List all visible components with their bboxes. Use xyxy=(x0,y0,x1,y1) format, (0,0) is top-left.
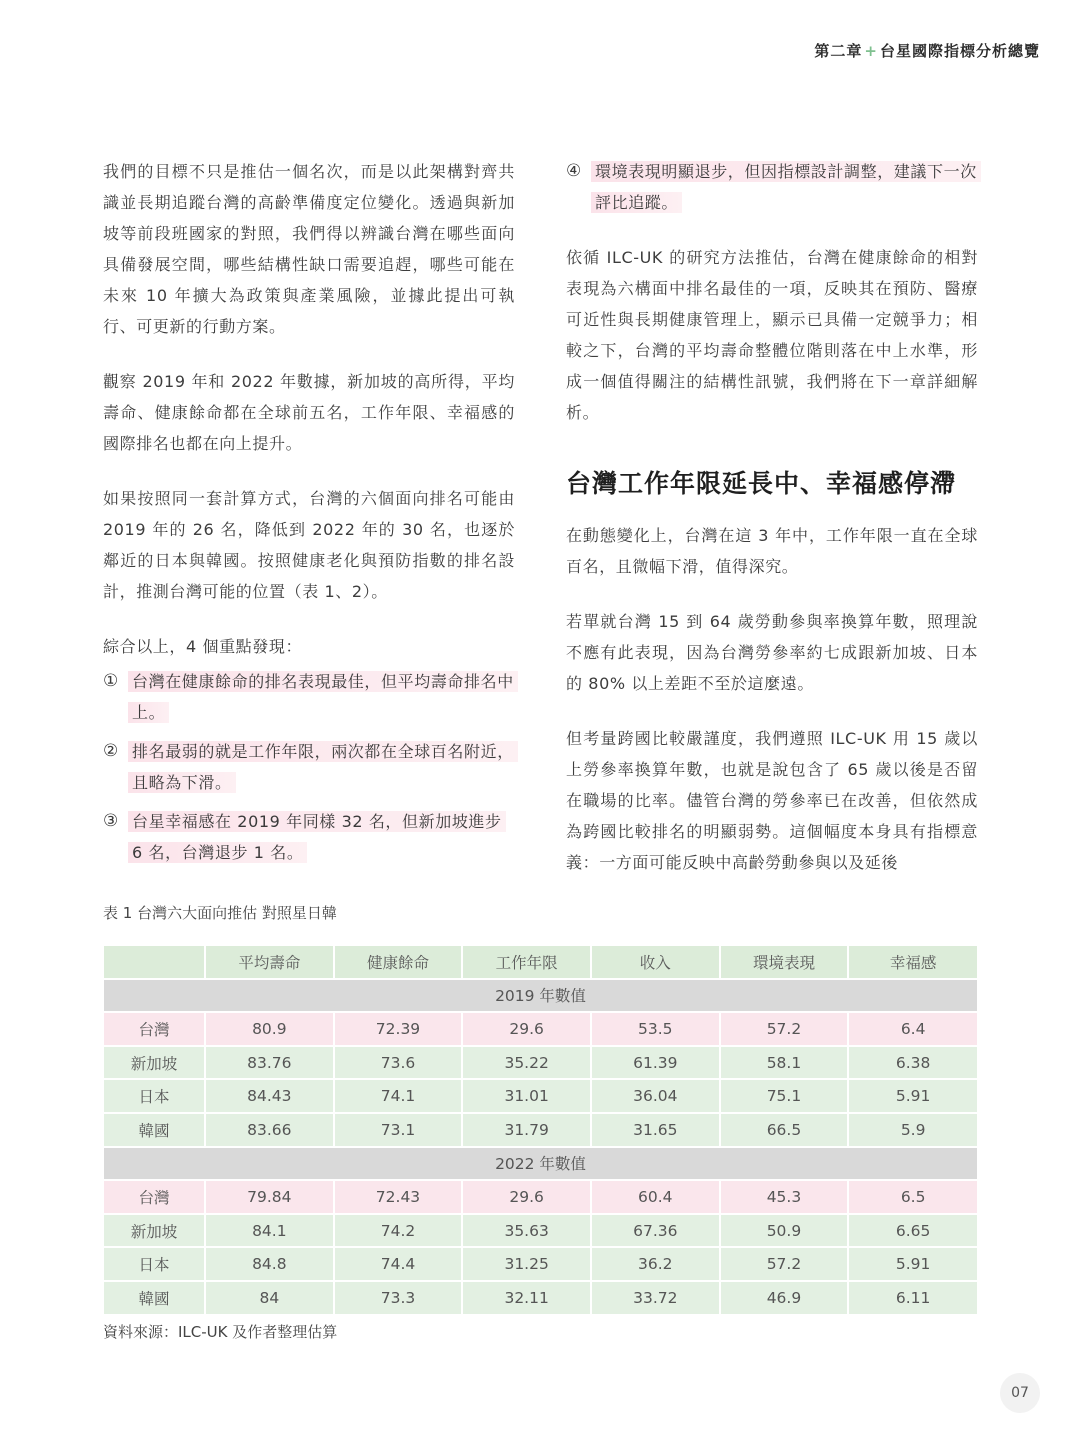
value-cell: 6.65 xyxy=(848,1214,977,1248)
country-cell: 韓國 xyxy=(104,1113,205,1147)
column-header: 環境表現 xyxy=(720,946,849,979)
value-cell: 72.39 xyxy=(334,1012,463,1046)
value-cell: 6.5 xyxy=(848,1180,977,1214)
finding-item xyxy=(103,736,515,798)
value-cell: 80.9 xyxy=(205,1012,334,1046)
paragraph: 我們的目標不只是推估一個名次，而是以此架構對齊共識並長期追蹤台灣的高齡準備度定位變化。透過與新加坡等前段班國家的對照，我們得以辨識台灣在哪些面向具備發展空間，哪些結構性缺口需要追趕，哪些可能在未來 10 年擴大為政策與產業風險，並據此提出可執行、可更新的行動方案。 xyxy=(103,162,515,336)
finding-item xyxy=(566,156,978,218)
country-cell: 新加坡 xyxy=(104,1214,205,1248)
value-cell: 45.3 xyxy=(720,1180,849,1214)
finding-number: ③ xyxy=(103,811,119,831)
right-column xyxy=(566,156,978,902)
value-cell: 36.04 xyxy=(591,1079,720,1113)
value-cell: 83.76 xyxy=(205,1046,334,1080)
value-cell: 84 xyxy=(205,1281,334,1315)
table-source-note: 資料來源：ILC-UK 及作者整理估算 xyxy=(103,1323,338,1341)
value-cell: 60.4 xyxy=(591,1180,720,1214)
value-cell: 75.1 xyxy=(720,1079,849,1113)
country-cell: 日本 xyxy=(104,1247,205,1281)
year-group-row xyxy=(104,979,977,1013)
finding-number: ② xyxy=(103,741,119,761)
value-cell: 31.79 xyxy=(462,1113,591,1147)
value-cell: 57.2 xyxy=(720,1247,849,1281)
paragraph: 但考量跨國比較嚴謹度，我們遵照 ILC-UK 用 15 歲以上勞參率換算年數，也就是說包含了 65 歲以後是否留在職場的比率。儘管台灣的勞參率已在改善，但依然成為跨國比較排名的明顯弱勢。這個幅度本身具有指標意義：一方面可能反映中高齡勞動參與以及延後 xyxy=(566,729,978,872)
findings-intro: 綜合以上，4 個重點發現： xyxy=(103,637,303,656)
table-row xyxy=(104,1012,977,1046)
paragraph: 若單就台灣 15 到 64 歲勞動參與率換算年數，照理說不應有此表現，因為台灣勞參率約七成跟新加坡、日本的 80% 以上差距不至於這麼遠。 xyxy=(566,612,978,693)
value-cell: 61.39 xyxy=(591,1046,720,1080)
value-cell: 83.66 xyxy=(205,1113,334,1147)
value-cell: 74.4 xyxy=(334,1247,463,1281)
table-row xyxy=(104,1214,977,1248)
plus-icon: + xyxy=(864,42,878,60)
value-cell: 58.1 xyxy=(720,1046,849,1080)
chapter-label: 第二章 xyxy=(814,42,863,60)
table-row xyxy=(104,1046,977,1080)
column-header: 健康餘命 xyxy=(334,946,463,979)
year-group-row xyxy=(104,1147,977,1181)
section-title: 台灣工作年限延長中、幸福感停滯 xyxy=(566,469,957,498)
left-column xyxy=(103,156,515,876)
value-cell: 31.65 xyxy=(591,1113,720,1147)
country-cell: 台灣 xyxy=(104,1180,205,1214)
page-number: 07 xyxy=(1000,1373,1040,1413)
finding-text: 排名最弱的就是工作年限，兩次都在全球百名附近，且略為下滑。 xyxy=(128,741,518,793)
paragraph: 觀察 2019 年和 2022 年數據，新加坡的高所得，平均壽命、健康餘命都在全球前五名，工作年限、幸福感的國際排名也都在向上提升。 xyxy=(103,372,515,453)
paragraph: 在動態變化上，台灣在這 3 年中，工作年限一直在全球百名，且微幅下滑，值得深究。 xyxy=(566,526,978,576)
finding-text: 台灣在健康餘命的排名表現最佳，但平均壽命排名中上。 xyxy=(128,671,518,723)
table-row xyxy=(104,1079,977,1113)
year-label: 2019 年數值 xyxy=(104,979,977,1013)
value-cell: 31.01 xyxy=(462,1079,591,1113)
table-row xyxy=(104,1180,977,1214)
column-header: 幸福感 xyxy=(848,946,977,979)
value-cell: 31.25 xyxy=(462,1247,591,1281)
comparison-table xyxy=(104,946,977,1316)
value-cell: 29.6 xyxy=(462,1180,591,1214)
value-cell: 6.11 xyxy=(848,1281,977,1315)
value-cell: 5.91 xyxy=(848,1079,977,1113)
finding-number: ① xyxy=(103,671,119,691)
column-header: 工作年限 xyxy=(462,946,591,979)
value-cell: 74.1 xyxy=(334,1079,463,1113)
value-cell: 84.1 xyxy=(205,1214,334,1248)
value-cell: 29.6 xyxy=(462,1012,591,1046)
table-caption: 表 1 台灣六大面向推估 對照星日韓 xyxy=(103,904,337,922)
value-cell: 84.43 xyxy=(205,1079,334,1113)
value-cell: 50.9 xyxy=(720,1214,849,1248)
paragraph: 依循 ILC-UK 的研究方法推估，台灣在健康餘命的相對表現為六構面中排名最佳的一項，反映其在預防、醫療可近性與長期健康管理上，顯示已具備一定競爭力；相較之下，台灣的平均壽命整體位階則落在中上水準，形成一個值得關注的結構性訊號，我們將在下一章詳細解析。 xyxy=(566,248,978,422)
table-row xyxy=(104,1113,977,1147)
chapter-title: 台星國際指標分析總覽 xyxy=(879,42,1040,60)
value-cell: 74.2 xyxy=(334,1214,463,1248)
value-cell: 33.72 xyxy=(591,1281,720,1315)
table-header-row xyxy=(104,946,977,979)
column-header: 平均壽命 xyxy=(205,946,334,979)
value-cell: 35.22 xyxy=(462,1046,591,1080)
table-row xyxy=(104,1247,977,1281)
value-cell: 5.91 xyxy=(848,1247,977,1281)
country-cell: 日本 xyxy=(104,1079,205,1113)
finding-text: 環境表現明顯退步，但因指標設計調整，建議下一次評比追蹤。 xyxy=(591,161,981,213)
value-cell: 66.5 xyxy=(720,1113,849,1147)
value-cell: 73.1 xyxy=(334,1113,463,1147)
findings-list xyxy=(103,666,515,868)
value-cell: 46.9 xyxy=(720,1281,849,1315)
value-cell: 6.4 xyxy=(848,1012,977,1046)
column-header: 收入 xyxy=(591,946,720,979)
value-cell: 73.3 xyxy=(334,1281,463,1315)
value-cell: 73.6 xyxy=(334,1046,463,1080)
paragraph: 如果按照同一套計算方式，台灣的六個面向排名可能由 2019 年的 26 名，降低到 2022 年的 30 名，也逐於鄰近的日本與韓國。按照健康老化與預防指數的排名設計，推測台灣可能的位置（表 1、2）。 xyxy=(103,489,515,601)
finding-item xyxy=(103,806,515,868)
finding-text: 台星幸福感在 2019 年同樣 32 名，但新加坡進步 6 名，台灣退步 1 名。 xyxy=(128,811,506,863)
country-cell: 台灣 xyxy=(104,1012,205,1046)
country-cell: 新加坡 xyxy=(104,1046,205,1080)
value-cell: 36.2 xyxy=(591,1247,720,1281)
value-cell: 67.36 xyxy=(591,1214,720,1248)
value-cell: 53.5 xyxy=(591,1012,720,1046)
finding-number: ④ xyxy=(566,161,582,181)
value-cell: 5.9 xyxy=(848,1113,977,1147)
value-cell: 79.84 xyxy=(205,1180,334,1214)
value-cell: 84.8 xyxy=(205,1247,334,1281)
country-cell: 韓國 xyxy=(104,1281,205,1315)
value-cell: 72.43 xyxy=(334,1180,463,1214)
column-header xyxy=(104,946,205,979)
value-cell: 35.63 xyxy=(462,1214,591,1248)
value-cell: 6.38 xyxy=(848,1046,977,1080)
value-cell: 57.2 xyxy=(720,1012,849,1046)
year-label: 2022 年數值 xyxy=(104,1147,977,1181)
table-row xyxy=(104,1281,977,1315)
finding-item xyxy=(103,666,515,728)
value-cell: 32.11 xyxy=(462,1281,591,1315)
running-header xyxy=(814,40,1040,61)
